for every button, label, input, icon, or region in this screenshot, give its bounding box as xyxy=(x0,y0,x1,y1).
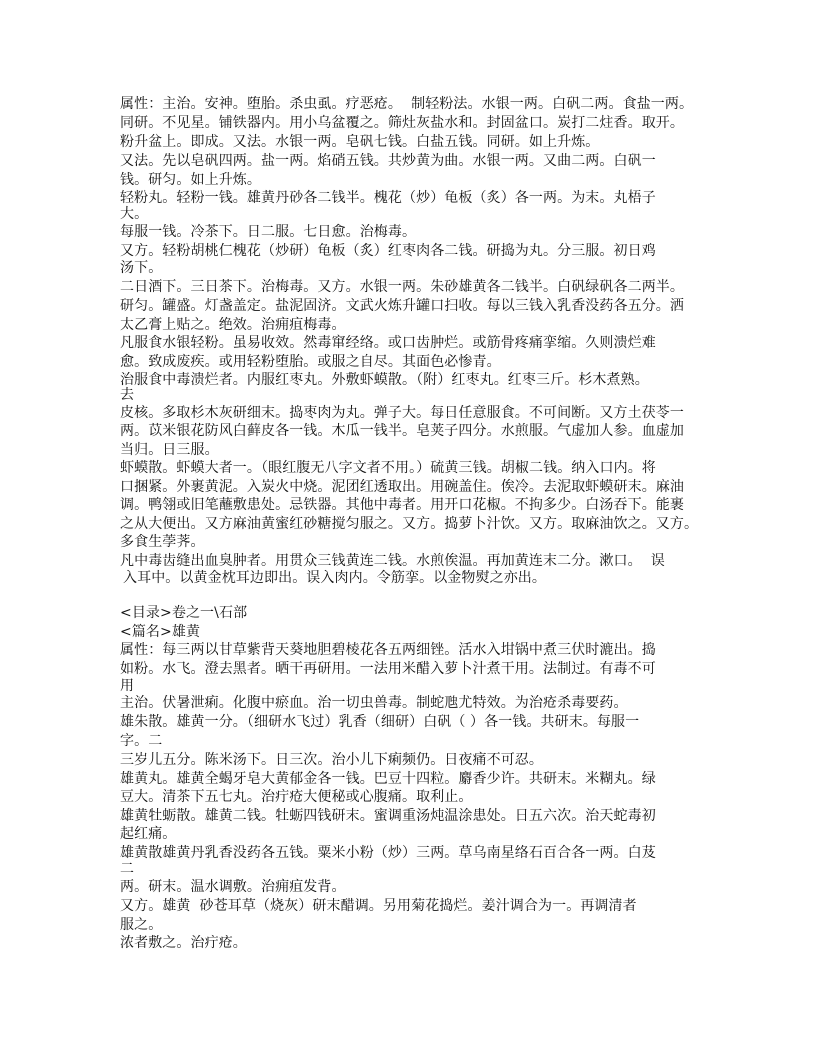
text-line: 虾蟆散。虾蟆大者一。（眼红腹无八字文者不用。）硫黄三钱。胡椒二钱。纳入口内。将 xyxy=(120,460,656,476)
text-line: 主治。伏暑泄痢。化腹中瘀血。治一切虫兽毒。制蛇虺尤特效。为治疮杀毒要药。 xyxy=(120,695,628,711)
text-line: 粉升盆上。即成。又法。水银一两。皂矾七钱。白盐五钱。同研。如上升炼。 xyxy=(120,134,600,150)
text-line: 三岁儿五分。陈米汤下。日三次。治小儿下痢频仍。日夜痛不可忍。 xyxy=(120,752,543,768)
text-line: 起红痛。 xyxy=(120,826,177,842)
text-line: 汤下。 xyxy=(120,260,163,276)
text-line: 两。研末。温水调敷。治痈疽发背。 xyxy=(120,879,346,895)
section-title: <篇名>雄黄 xyxy=(120,624,201,640)
text-line: 钱。研匀。如上升炼。 xyxy=(120,172,261,188)
text-line: 雄黄丸。雄黄全蝎牙皂大黄郁金各一钱。巴豆十四粒。麝香少许。共研末。米糊丸。绿 xyxy=(120,771,656,787)
text-line: 两。苡米银花防风白藓皮各一钱。木瓜一钱半。皂荚子四分。水煎服。气虚加人参。血虚加 xyxy=(120,423,684,439)
text-line: 研匀。罐盛。灯盏盖定。盐泥固济。文武火炼升罐口扫收。每以三钱入乳香没药各五分。洒 xyxy=(120,298,684,314)
text-line: 如粉。水飞。澄去黑者。晒干再研用。一法用米醋入萝卜汁煮干用。法制过。有毒不可 xyxy=(120,661,656,677)
text-line: 凡服食水银轻粉。虽易收效。然毒窜经络。或口齿肿烂。或筋骨疼痛挛缩。久则溃烂难 xyxy=(120,335,656,351)
text-line: 浓者敷之。治疔疮。 xyxy=(120,935,247,951)
text-line: 二日酒下。三日茶下。治梅毒。又方。水银一两。朱砂雄黄各二钱半。白矾绿矾各二两半。 xyxy=(120,279,684,295)
text-line: 服之。 xyxy=(120,917,163,933)
catalog-heading: <目录>卷之一\石部 xyxy=(120,605,248,621)
text-line: 当归。日三服。 xyxy=(120,442,219,458)
text-line: 轻粉丸。轻粉一钱。雄黄丹砂各二钱半。槐花（炒）龟板（炙）各一两。为末。丸梧子 xyxy=(120,190,656,206)
text-line: 雄朱散。雄黄一分。（细研水飞过）乳香（细研）白矾（ ）各一钱。共研末。每服一 xyxy=(120,714,640,730)
text-line: 多食生荸荠。 xyxy=(120,534,205,550)
text-line: 愈。致成废疾。或用轻粉堕胎。或服之自尽。其面色必惨青。 xyxy=(120,354,501,370)
text-line: 太乙膏上贴之。绝效。治痈疽梅毒。 xyxy=(120,317,346,333)
text-line: 又方。轻粉胡桃仁槐花（炒研）龟板（炙）红枣肉各二钱。研捣为丸。分三服。初日鸡 xyxy=(120,243,656,259)
text-line: 凡中毒齿缝出血臭肿者。用贯众三钱黄连二钱。水煎俟温。再加黄连末二分。漱口。 误 xyxy=(120,553,665,569)
text-line: 又法。先以皂矾四两。盐一两。焰硝五钱。共炒黄为曲。水银一两。又曲二两。白矾一 xyxy=(120,153,656,169)
text-line: 字。二 xyxy=(120,733,163,749)
text-line: 属性：每三两以甘草紫背天葵地胆碧棱花各五两细锉。活水入坩锅中煮三伏时漉出。捣 xyxy=(120,642,656,658)
text-line: 属性：主治。安神。堕胎。杀虫虱。疗恶疮。 制轻粉法。水银一两。白矾二两。食盐一两。 xyxy=(120,96,694,112)
text-line: 之从大便出。又方麻油黄蜜红砂糖搅匀服之。又方。捣萝卜汁饮。又方。取麻油饮之。又方。 xyxy=(120,516,699,532)
text-line: 大。 xyxy=(120,206,149,222)
text-line: 雄黄散雄黄丹乳香没药各五钱。粟米小粉（炒）三两。草乌南星络石百合各一两。白芨 xyxy=(120,845,656,861)
text-line: 同研。不见星。铺铁器内。用小乌盆覆之。筛灶灰盐水和。封固盆口。炭打二炷香。取开。 xyxy=(120,115,684,131)
text-line: 豆大。清茶下五七丸。治疔疮大便秘或心腹痛。取利止。 xyxy=(120,789,473,805)
text-line: 口捆紧。外裹黄泥。入炭火中烧。泥团红透取出。用碗盖住。俟冷。去泥取虾蟆研末。麻油 xyxy=(120,479,684,495)
text-line: 调。鸭翎或旧笔蘸敷患处。忌铁器。其他中毒者。用开口花椒。不拘多少。白汤吞下。能裹 xyxy=(120,497,684,513)
text-line: 治服食中毒溃烂者。内服红枣丸。外敷虾蟆散。（附）红枣丸。红枣三斤。杉木煮熟。 xyxy=(120,372,649,388)
text-line: 雄黄牡蛎散。雄黄二钱。牡蛎四钱研末。蜜调重汤炖温涂患处。日五六次。治天蛇毒初 xyxy=(120,808,656,824)
text-line: 入耳中。以黄金枕耳边即出。误入肉内。令筋挛。以金物熨之亦出。 xyxy=(123,570,546,586)
text-line: 二 xyxy=(120,861,135,877)
text-line: 又方。雄黄 砂苍耳草（烧灰）研末醋调。另用菊花捣烂。姜汁调合为一。再调清者 xyxy=(120,898,637,914)
text-line: 皮核。多取杉木灰研细末。捣枣肉为丸。弹子大。每日任意服食。不可间断。又方土茯苓一 xyxy=(120,405,684,421)
text-line: 去 xyxy=(120,387,135,403)
text-line: 用 xyxy=(120,678,135,694)
text-line: 每服一钱。冷茶下。日二服。七日愈。治梅毒。 xyxy=(120,224,417,240)
